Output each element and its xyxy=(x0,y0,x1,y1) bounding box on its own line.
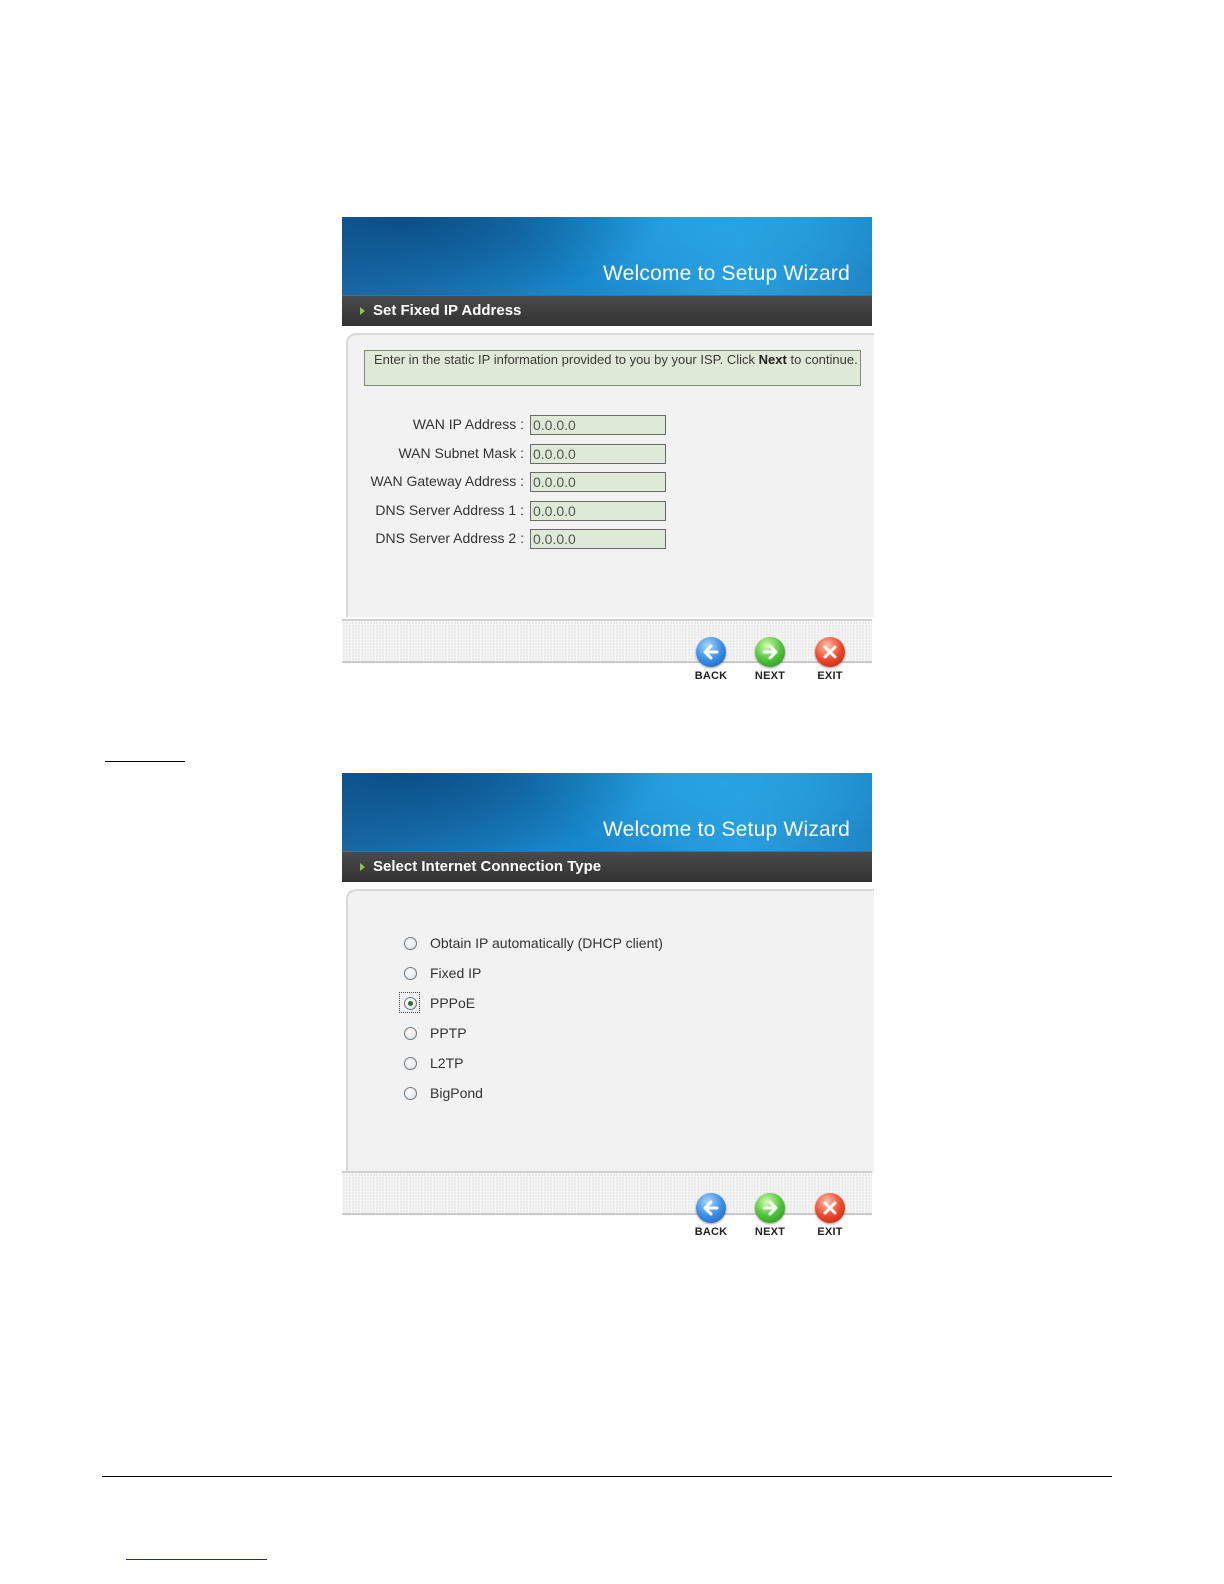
exit-label: EXIT xyxy=(817,670,843,682)
underline-decoration xyxy=(105,761,185,762)
next-label: NEXT xyxy=(754,670,786,682)
dns2-label: DNS Server Address 2 : xyxy=(375,530,524,546)
exit-button[interactable] xyxy=(810,1193,850,1238)
arrow-right-icon xyxy=(755,1193,785,1223)
option-bigpond-label: BigPond xyxy=(430,1085,483,1101)
wizard-footer xyxy=(342,1171,872,1215)
close-icon xyxy=(815,637,845,667)
close-icon xyxy=(815,1193,845,1223)
instruction-tail: to continue. xyxy=(790,352,858,367)
wan-ip-label: WAN IP Address : xyxy=(412,416,524,432)
dns1-label: DNS Server Address 1 : xyxy=(375,502,524,518)
instruction-bold-next: Next xyxy=(758,352,787,367)
next-button[interactable] xyxy=(750,1193,790,1238)
section-title: Select Internet Connection Type xyxy=(373,858,602,875)
arrow-right-icon xyxy=(755,637,785,667)
back-button[interactable] xyxy=(691,1193,731,1238)
radio-dhcp[interactable] xyxy=(404,937,417,950)
option-fixed-ip-label: Fixed IP xyxy=(430,965,482,981)
exit-label: EXIT xyxy=(817,1226,843,1238)
wizard-footer xyxy=(342,619,872,663)
exit-button[interactable] xyxy=(810,637,850,682)
back-label: BACK xyxy=(694,1226,728,1238)
next-button[interactable] xyxy=(750,637,790,682)
fixed-ip-wizard-panel xyxy=(342,217,872,695)
footer-rule xyxy=(102,1476,1112,1477)
option-pppoe-label: PPPoE xyxy=(430,995,476,1011)
back-button[interactable] xyxy=(691,637,731,682)
triangle-right-icon xyxy=(360,863,365,871)
radio-pppoe[interactable] xyxy=(404,997,417,1010)
wan-subnet-input[interactable] xyxy=(530,444,666,464)
wan-subnet-label: WAN Subnet Mask : xyxy=(398,445,524,461)
wan-gateway-input[interactable] xyxy=(530,472,666,492)
arrow-left-icon xyxy=(696,637,726,667)
wan-gateway-label: WAN Gateway Address : xyxy=(370,473,524,489)
radio-fixed-ip[interactable] xyxy=(404,967,417,980)
triangle-right-icon xyxy=(360,307,365,315)
wizard-banner xyxy=(342,773,872,851)
wizard-title: Welcome to Setup Wizard xyxy=(603,262,850,285)
wizard-banner xyxy=(342,217,872,295)
footer-link-underline xyxy=(126,1559,267,1560)
back-label: BACK xyxy=(694,670,728,682)
dns2-input[interactable] xyxy=(530,529,666,549)
instruction-box xyxy=(364,350,861,386)
radio-l2tp[interactable] xyxy=(404,1057,417,1070)
option-l2tp-label: L2TP xyxy=(430,1055,464,1071)
instruction-text: Enter in the static IP information provided to you by your ISP. Click xyxy=(374,352,756,367)
connection-type-wizard-panel xyxy=(342,773,872,1247)
section-header xyxy=(342,295,872,326)
wan-ip-input[interactable] xyxy=(530,415,666,435)
arrow-left-icon xyxy=(696,1193,726,1223)
section-header xyxy=(342,851,872,882)
radio-bigpond[interactable] xyxy=(404,1087,417,1100)
wizard-content xyxy=(346,333,874,617)
dns1-input[interactable] xyxy=(530,501,666,521)
wizard-content xyxy=(346,889,874,1173)
wizard-title: Welcome to Setup Wizard xyxy=(603,818,850,841)
radio-pptp[interactable] xyxy=(404,1027,417,1040)
option-dhcp-label: Obtain IP automatically (DHCP client) xyxy=(430,935,663,951)
option-pptp-label: PPTP xyxy=(430,1025,467,1041)
next-label: NEXT xyxy=(754,1226,786,1238)
section-title: Set Fixed IP Address xyxy=(373,302,522,319)
